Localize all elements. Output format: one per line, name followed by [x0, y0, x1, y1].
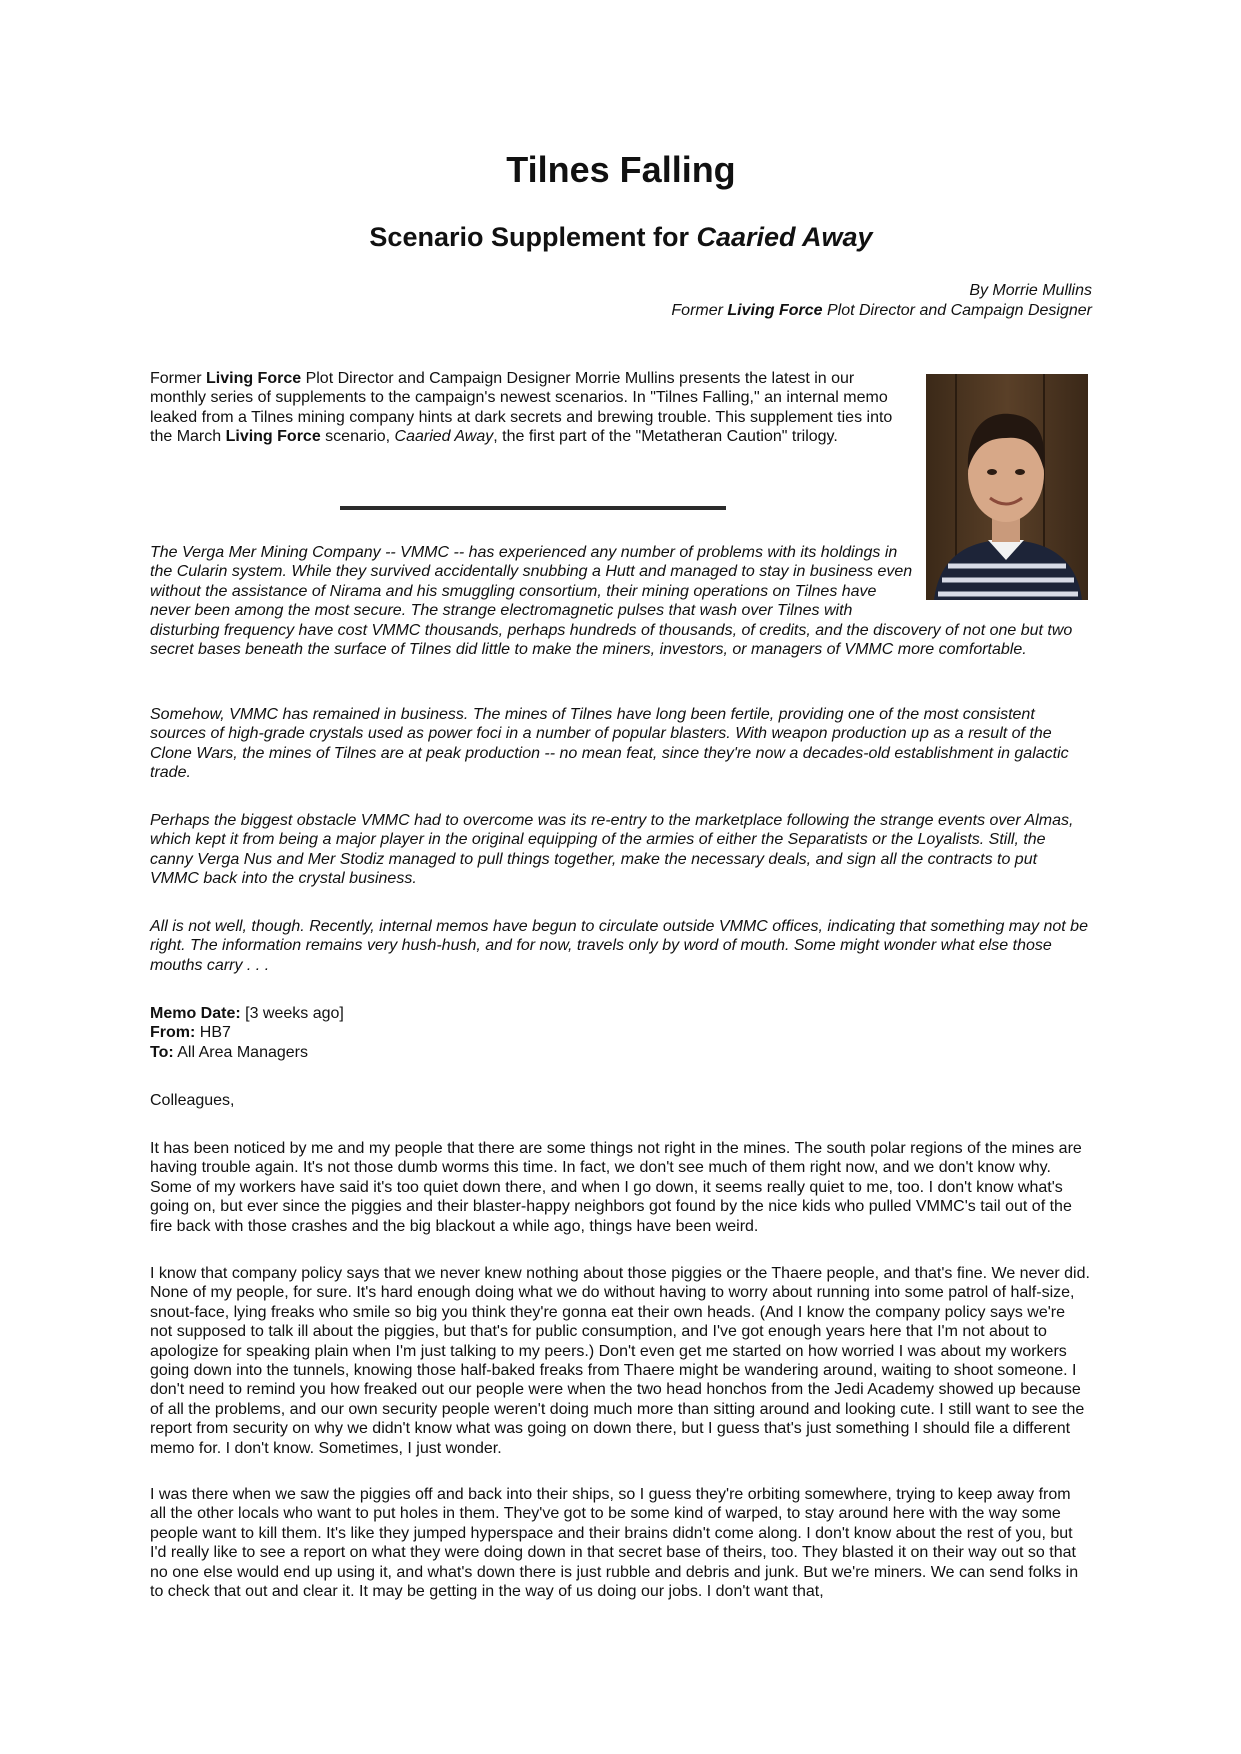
memo-body-paragraph: I know that company policy says that we never knew nothing about those piggies or the Thaere people, and that's fine. We never did. None of my people, for sure. It's hard enough doing what we do without having to worry about running into some patrol of half-size, snout-face, lying freaks who smile so big you think they're gonna eat their own heads. (And I know the company policy says we're not supposed to talk ill about the piggies, but that's for public consumption, and I've got enough years here that I'm not about to apologize for speaking plain when I'm just talking to my peers.) Don't even get me started on how worried I was about my workers going down into the tunnels, knowing those half-baked freaks from Thaere might be wandering around, waiting to shoot someone. I don't need to remind you how freaked out our people were when the two head honchos from the Jedi Academy showed up because of all the problems, and our own security people weren't doing much more than sitting around and looking cute. I still want to see the report from security on why we didn't know what was going on down there, but I guess that's just something I should file a different memo for. I don't know. Sometimes, I just wonder. [150, 1265, 1090, 1457]
intro-paragraph: Former Living Force Plot Director and Campaign Designer Morrie Mullins presents the latest in our monthly series of supplements to the campaign's newest scenarios. In "Tilnes Falling," an internal memo leaked from a Tilnes mining company hints at dark secrets and brewing trouble. This supplement ties into the March Living Force scenario, Caaried Away, the first part of the "Metatheran Caution" trilogy. [150, 370, 893, 446]
background-paragraph: Perhaps the biggest obstacle VMMC had to overcome was its re-entry to the marketplace following the strange events over Almas, which kept it from being a major player in the original equipping of the armies of either the Separatists or the Loyalists. Still, the canny Verga Nus and Mer Stodiz managed to pull things together, make the necessary deals, and sign all the contracts to put VMMC back into the crystal business. [150, 812, 1074, 888]
byline [392, 281, 1092, 321]
byline-role: Former Living Force Plot Director and Campaign Designer [671, 302, 1092, 319]
memo-greeting: Colleagues, [150, 1092, 235, 1109]
memo-body-paragraph: I was there when we saw the piggies off and back into their ships, so I guess they're orbiting somewhere, trying to keep away from all the other locals who want to put holes in them. They've got to be some kind of warped, to stay around here with the way some people want to kill them. It's like they jumped hyperspace and their brains didn't come along. I don't know about the rest of you, but I'd really like to see a report on what they were doing down in that secret base of theirs, too. They blasted it on their way out so that no one else would end up using it, and what's down there is just rubble and debris and junk. But we're miners. We can send folks in to check that out and clear it. It may be getting in the way of us doing our jobs. I don't want that, [150, 1486, 1079, 1601]
section-divider [340, 506, 726, 510]
memo-date: Memo Date: [3 weeks ago] [150, 1005, 344, 1022]
background-paragraph: The Verga Mer Mining Company -- VMMC -- has experienced any number of problems with its holdings in the Cularin system. While they survived accidentally snubbing a Hutt and managed to stay in business even without the assistance of Nirama and his smuggling consortium, their mining operations on Tilnes have never been among the most secure. The strange electromagnetic pulses that wash over Tilnes with disturbing frequency have cost VMMC thousands, perhaps hundreds of thousands, of credits, and the discovery of not one but two secret bases beneath the surface of Tilnes did little to make the miners, investors, or managers of VMMC more comfortable. [150, 544, 1073, 659]
scenario-name: Caaried Away [696, 222, 873, 252]
document-title: Tilnes Falling [506, 149, 736, 190]
memo-to: To: All Area Managers [150, 1043, 308, 1061]
document-subtitle: Scenario Supplement for Caaried Away [369, 222, 873, 252]
background-paragraph: All is not well, though. Recently, internal memos have begun to circulate outside VMMC offices, indicating that something may not be right. The information remains very hush-hush, and for now, travels only by word of mouth. Some might wonder what else those mouths carry . . . [150, 918, 1088, 974]
byline-author: By Morrie Mullins [969, 282, 1092, 299]
memo-from: From: HB7 [150, 1024, 231, 1042]
memo-body-paragraph: It has been noticed by me and my people that there are some things not right in the mines. The south polar regions of the mines are having trouble again. It's not those dumb worms this time. In fact, we don't see much of them right now, and we don't know why. Some of my workers have said it's too quiet down there, and when I go down, it seems really quiet to me, too. I don't know what's going on, but ever since the piggies and their blaster-happy neighbors got found by the nice kids who pulled VMMC's tail out of the fire back with those crashes and the big blackout a while ago, things have been weird. [150, 1140, 1082, 1235]
memo-header [150, 1004, 1090, 1062]
background-paragraph: Somehow, VMMC has remained in business. The mines of Tilnes have long been fertile, providing one of the most consistent sources of high-grade crystals used as power foci in a number of popular blasters. With weapon production up as a result of the Clone Wars, the mines of Tilnes are at peak production -- no mean feat, since they're now a decades-old establishment in galactic trade. [150, 706, 1069, 782]
